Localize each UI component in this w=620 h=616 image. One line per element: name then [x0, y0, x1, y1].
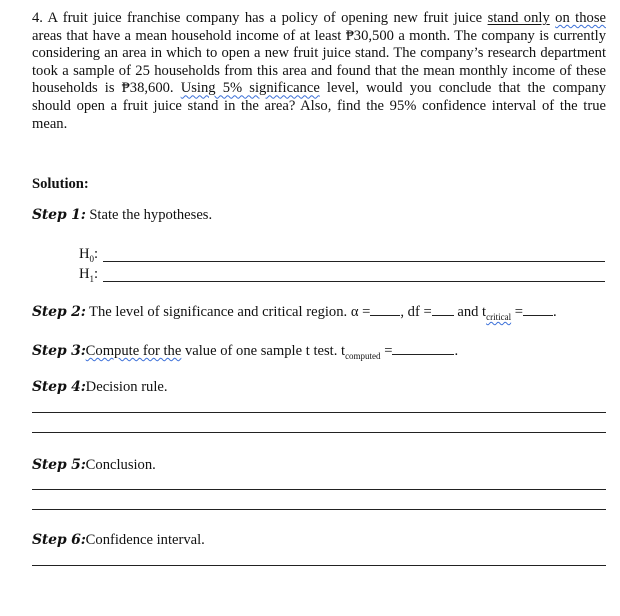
- problem-lead: 4. A fruit juice franchise company has a policy of opening new fruit juice: [32, 10, 488, 26]
- step-4-label: Step 4:: [32, 379, 86, 395]
- step-3: [32, 343, 458, 360]
- step-3-compute: Compute for the: [85, 343, 182, 359]
- step-6-text: Confidence interval.: [85, 532, 205, 548]
- t-computed-blank[interactable]: [392, 343, 454, 355]
- step-3-end: .: [454, 343, 459, 359]
- step-6-label: Step 6:: [32, 532, 86, 548]
- solution-heading: Solution:: [32, 176, 89, 192]
- h0-answer-line[interactable]: [103, 261, 605, 262]
- step-1-label: Step 1:: [32, 207, 86, 223]
- step-2-and-t: and t: [453, 304, 487, 320]
- step-5: [32, 457, 156, 474]
- step-3-eq: =: [380, 343, 393, 359]
- h1-sub: 1: [89, 273, 95, 284]
- problem-tail: level, would you conclude that the company should open a fruit juice stand in the area? Also, find the 95% confidence interval of the true mean.: [32, 80, 606, 132]
- h0-letter: H: [79, 246, 90, 262]
- h0-colon: :: [94, 246, 99, 262]
- step-2-label: Step 2:: [32, 304, 86, 320]
- h0-sub: 0: [89, 253, 95, 264]
- step-6: [32, 532, 205, 549]
- df-blank[interactable]: [432, 304, 454, 316]
- step-4: [32, 379, 168, 396]
- t-critical-blank[interactable]: [523, 304, 553, 316]
- step-4-text: Decision rule.: [85, 379, 168, 395]
- step-1-text: State the hypotheses.: [85, 207, 213, 223]
- problem-on-those: on those: [555, 10, 606, 26]
- step-5-text: Conclusion.: [85, 457, 156, 473]
- t-computed-sub: computed: [345, 350, 381, 361]
- decision-rule-line-2[interactable]: [32, 432, 606, 433]
- conclusion-line-1[interactable]: [32, 489, 606, 490]
- step-3-label: Step 3:: [32, 343, 86, 359]
- confidence-interval-line[interactable]: [32, 565, 606, 566]
- alternative-hypothesis: [79, 266, 98, 283]
- step-2-df: , df =: [400, 304, 432, 320]
- step-5-label: Step 5:: [32, 457, 86, 473]
- step-2-eq: =: [511, 304, 523, 320]
- problem-statement: [32, 10, 606, 133]
- problem-using-significance: Using 5% significance: [180, 80, 320, 97]
- h1-letter: H: [79, 266, 90, 282]
- decision-rule-line-1[interactable]: [32, 412, 606, 413]
- step-3-text: value of one sample t test. t: [181, 343, 346, 359]
- conclusion-line-2[interactable]: [32, 509, 606, 510]
- step-1: [32, 207, 212, 224]
- h1-answer-line[interactable]: [103, 281, 605, 282]
- t-critical-sub: critical: [486, 311, 512, 322]
- step-2-text: The level of significance and critical region. α =: [85, 304, 371, 320]
- h1-colon: :: [94, 266, 99, 282]
- null-hypothesis: [79, 246, 98, 263]
- step-2-end: .: [553, 304, 557, 320]
- problem-stand-only: stand only: [487, 10, 550, 26]
- step-2: [32, 304, 557, 321]
- problem-body: areas that have a mean household income of at least ₱30,500 a month. The company is currently considering an area in which to open a new fruit juice stand. The company’s research department took a sample of 25 households from this area and found that the mean monthly income of these households is ₱38,600.: [32, 27, 606, 97]
- alpha-blank[interactable]: [370, 304, 400, 316]
